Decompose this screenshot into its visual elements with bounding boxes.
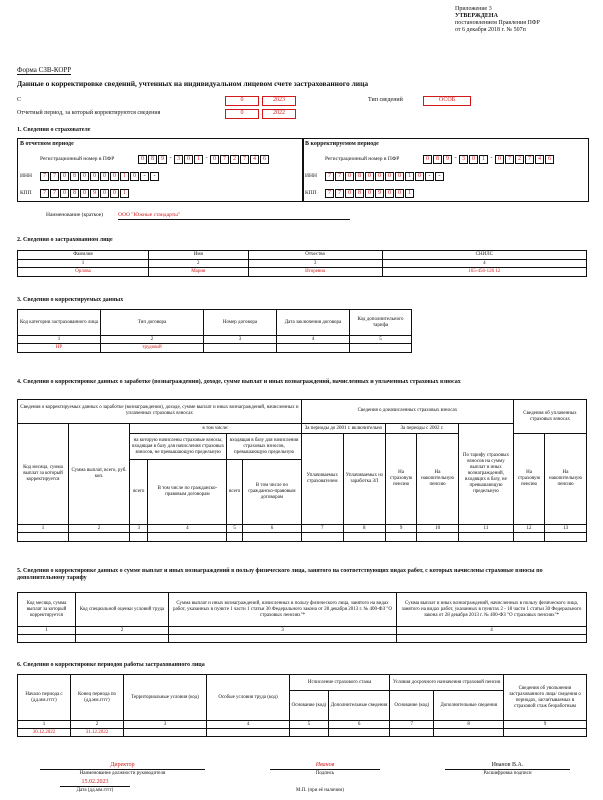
kpp-cells (40, 189, 130, 198)
digit-cell: 2 (515, 155, 524, 164)
col-header: всего (130, 460, 148, 525)
col-number: 5 (290, 721, 329, 729)
digit-cell: 7 (505, 155, 514, 164)
section2-title: 2. Сведения о застрахованном лице (17, 237, 113, 243)
col-header: Отчество (248, 251, 382, 260)
digit-cell: 8 (355, 172, 364, 181)
digit-cell: 7 (335, 189, 344, 198)
col-header: На страховую пенсию (386, 434, 417, 524)
digit-cell: 7 (335, 172, 344, 181)
appendix-approved: УТВЕРЖДЕНА (455, 13, 498, 19)
col-header: Фамилия (18, 251, 149, 260)
col-header: Территориальные условия (код) (124, 675, 207, 721)
digit-cell: - (435, 172, 444, 181)
digit-cell: - (140, 172, 149, 181)
col-number: 6 (328, 721, 389, 729)
col-number: 8 (343, 524, 385, 533)
surname-value: Орлова (18, 268, 149, 277)
col-header: Сумма выплат и иных вознаграждений, начисленных в пользу физического лица, занятого на видах работ, указанных в пунктах 2 - 18 части 1 статьи 30 Федерального закона от 28 декабря 2013 г. № 400-ФЗ "О страховых пенсиях"* (397, 593, 587, 627)
col-number: 3 (204, 336, 277, 344)
col-header: Конец периода по (дд.мм.гггг) (71, 675, 124, 721)
col-number: 3 (248, 260, 382, 268)
col-header: Код месяца, сумма выплат за который корректируется (18, 593, 76, 627)
col-header: Исчисление страхового стажа (290, 675, 390, 691)
digit-cell: 8 (148, 155, 157, 164)
digit-cell: 1 (405, 172, 414, 181)
reg-number-cells (138, 155, 270, 164)
col-number: 6 (243, 524, 302, 533)
col-header: Дополнительные сведения (328, 691, 389, 721)
appendix-line: от 6 декабря 2018 г. № 507п (455, 27, 526, 33)
digit-cell: - (150, 172, 159, 181)
col-number: 2 (69, 524, 130, 533)
digit-cell: - (425, 172, 434, 181)
col-header: Код дополнительного тарифа (350, 310, 412, 336)
earnings-table (17, 399, 587, 542)
appendix-line: Приложение 3 (455, 6, 492, 12)
head-position-value: Директор (40, 762, 205, 770)
from-label: С (17, 97, 22, 103)
digit-cell: 7 (40, 189, 49, 198)
col-header: Тип договора (101, 310, 204, 336)
name-value: Мария (148, 268, 248, 277)
digit-cell: 6 (260, 155, 269, 164)
short-name-label: Наименование (краткое) (46, 212, 104, 218)
col-number: 2 (101, 336, 204, 344)
insurer-current-box (17, 138, 304, 202)
col-number: 9 (386, 524, 417, 533)
digit-cell: 7 (325, 189, 334, 198)
col-number: 1 (18, 336, 101, 344)
col-number: 1 (18, 721, 71, 729)
reg-label: Регистрационный номер в ПФР (325, 156, 400, 162)
digit-cell: 0 (395, 189, 404, 198)
digit-cell: 4 (535, 155, 544, 164)
signature-label: Подпись (315, 771, 335, 776)
col-header: Сведения об увольнении застрахованного лица/ сведения о периодах, засчитываемых в страховой стаж безработным (504, 675, 587, 721)
current-head: В отчетном периоде (20, 141, 74, 147)
digit-cell: 0 (130, 172, 139, 181)
digit-cell: 7 (50, 189, 59, 198)
digit-cell: 0 (80, 189, 89, 198)
col-header: Имя (148, 251, 248, 260)
col-number: 3 (130, 524, 148, 533)
col-number: 4 (382, 260, 586, 268)
col-header: входящая в базу для начисления страховых взносов, превышающую предельную (227, 434, 302, 460)
col-header: По тарифу страховых взносов на сумму выплат и иных вознаграждений, входящих в базу, не превышающую предельную (458, 423, 513, 524)
head-position-label: Наименование должности руководителя (79, 771, 166, 776)
digit-cell: 1 (120, 172, 129, 181)
kpp-cells (325, 189, 415, 198)
col-number: 4 (207, 721, 290, 729)
col-header: Особые условия труда (код) (207, 675, 290, 721)
digit-cell: 0 (365, 172, 374, 181)
contract-date-value (277, 344, 350, 353)
reg-number-cells (423, 155, 555, 164)
section3-title: 3. Сведения о корректируемых данных (17, 297, 124, 303)
digit-cell: 1 (120, 189, 129, 198)
appendix-block (455, 6, 540, 34)
digit-cell: 0 (184, 155, 193, 164)
digit-cell: 0 (80, 172, 89, 181)
col-header: За периоды до 2001 г. включительно (301, 423, 385, 434)
full-name-value: Иванов В.А. (445, 762, 570, 770)
from-quarter: 0 (225, 96, 259, 106)
digit-cell: 0 (110, 172, 119, 181)
col-header: Уплачиваемых страхователем (301, 434, 343, 524)
contract-number-value (204, 344, 277, 353)
col-header: на которую начислены страховые взносы, входящая в базу для начисления страховых взносов, не превышающую предельную (130, 434, 227, 460)
digit-cell: 4 (250, 155, 259, 164)
group-header: Сведения о корректируемых данных о заработке (вознаграждении), доходе, сумме выплат и иных вознаграждений, начисленных и уплаченных страховых взносах (18, 400, 302, 424)
col-number: 8 (434, 721, 504, 729)
digit-cell: 8 (70, 172, 79, 181)
corr-year: 2022 (262, 109, 296, 119)
digit-cell: 3 (459, 155, 468, 164)
digit-cell: 9 (90, 189, 99, 198)
form-code: Форма СЗВ-КОРР (17, 66, 72, 74)
col-number: 3 (169, 627, 397, 635)
section5-title: 5. Сведения о корректировке данных о сумме выплат и иных вознаграждений в пользу физического лица, занятого на соответствующих видах работ, с которых начислены страховые взносы по дополнительному тарифу (17, 568, 543, 581)
col-number: 2 (76, 627, 169, 635)
digit-cell: 0 (90, 172, 99, 181)
digit-cell: 0 (375, 172, 384, 181)
corr-quarter: 0 (225, 109, 259, 119)
digit-cell: 7 (325, 172, 334, 181)
col-number: 5 (227, 524, 243, 533)
additional-tariff-table (17, 592, 587, 643)
sign-date-value: 15.02.2023 (60, 779, 130, 787)
kpp-label: КПП (20, 190, 32, 196)
col-header: На накопительную пенсию (417, 434, 459, 524)
reg-label: Регистрационный номер в ПФР (40, 156, 115, 162)
section4-title: 4. Сведения о корректировке данных о заработке (вознаграждении), доходе, сумме выплат и иных вознаграждений, начисленных и уплаченных страховых взносах (17, 379, 461, 385)
col-header: Дополнительные сведения (434, 691, 504, 721)
tariff-code-value (350, 344, 412, 353)
digit-cell: - (169, 155, 172, 161)
group-header: Сведения об уплаченных страховых взносах (513, 400, 586, 434)
col-number: 10 (417, 524, 459, 533)
col-number: 5 (350, 336, 412, 344)
col-header: Код категории застрахованного лица (18, 310, 101, 336)
contract-type-value: трудовой (101, 344, 204, 353)
type-value: ОСОБ (423, 96, 471, 106)
digit-cell: 0 (60, 189, 69, 198)
col-number: 11 (458, 524, 513, 533)
inn-label: ИНН (20, 173, 32, 179)
corrected-data-table (17, 309, 412, 353)
digit-cell: - (454, 155, 457, 161)
digit-cell: 0 (415, 172, 424, 181)
col-header: Код месяца, сумма выплат за который корректируется (18, 423, 69, 524)
col-number: 13 (545, 524, 587, 533)
section1-title: 1. Сведения о страхователе (17, 127, 91, 133)
inn-label: ИНН (305, 173, 317, 179)
category-code-value: НР (18, 344, 101, 353)
group-header: Сведения о доначисленных страховых взносах (301, 400, 513, 424)
col-header: в том числе: (130, 423, 302, 434)
col-header: В том числе по гражданско-правовым договорам (148, 460, 227, 525)
digit-cell: 0 (138, 155, 147, 164)
col-number: 2 (148, 260, 248, 268)
digit-cell: 0 (60, 172, 69, 181)
digit-cell: 7 (240, 155, 249, 164)
digit-cell: 0 (100, 172, 109, 181)
digit-cell: 1 (405, 189, 414, 198)
col-header: Код специальной оценки условий труда (76, 593, 169, 627)
digit-cell: 9 (158, 155, 167, 164)
short-name-value: ООО "Южные стандарты" (118, 212, 350, 220)
signature-value: Иванов (270, 762, 380, 770)
digit-cell: 9 (375, 189, 384, 198)
digit-cell: 1 (479, 155, 488, 164)
digit-cell: 8 (70, 189, 79, 198)
col-header: За периоды с 2002 г. (386, 423, 459, 434)
digit-cell: 8 (355, 189, 364, 198)
period-end-value: 31.12.2022 (71, 729, 124, 737)
digit-cell: 0 (495, 155, 504, 164)
digit-cell: 9 (443, 155, 452, 164)
digit-cell: 7 (525, 155, 534, 164)
digit-cell: 7 (220, 155, 229, 164)
col-header: всего (227, 460, 243, 525)
digit-cell: 0 (210, 155, 219, 164)
digit-cell: 0 (345, 189, 354, 198)
digit-cell: 8 (433, 155, 442, 164)
digit-cell: 0 (100, 189, 109, 198)
digit-cell: 0 (345, 172, 354, 181)
form-title: Данные о корректировке сведений, учтенных на индивидуальном лицевом счете застрахованного лица (17, 79, 369, 88)
col-header: На страховую пенсию (513, 434, 544, 524)
digit-cell: 0 (385, 172, 394, 181)
col-header: Основание (код) (390, 691, 434, 721)
section6-title: 6. Сведения о корректировке периодов работы застрахованного лица (17, 662, 205, 668)
col-header: Сумма выплат и иных вознаграждений, начисленных в пользу физического лица, занятого на видах работ, указанных в пункте 1 части 1 статьи 30 Федерального закона от 28 декабря 2013 г. № 400-ФЗ "О страховых пенсиях"* (169, 593, 397, 627)
inn-cells (40, 172, 160, 181)
digit-cell: - (205, 155, 208, 161)
work-periods-table (17, 674, 587, 737)
digit-cell: 3 (174, 155, 183, 164)
col-number: 3 (124, 721, 207, 729)
col-number: 4 (397, 627, 587, 635)
sign-date-label: Дата (дд.мм.гггг) (76, 788, 114, 793)
type-label: Тип сведений (368, 97, 403, 103)
from-year: 2023 (262, 96, 296, 106)
digit-cell: 0 (365, 189, 374, 198)
col-header: В том числе по гражданско-правовым договорам (243, 460, 302, 525)
digit-cell: 0 (423, 155, 432, 164)
insurer-corrected-box (302, 138, 589, 202)
stamp-label: М.П. (при её наличии) (296, 788, 344, 793)
appendix-line: постановлением Правления ПФР (455, 20, 540, 26)
digit-cell: 0 (110, 189, 119, 198)
digit-cell: 2 (230, 155, 239, 164)
corr-period-label: Отчетный период, за который корректируются сведения (17, 110, 161, 116)
insured-person-table (17, 250, 587, 277)
digit-cell: 7 (40, 172, 49, 181)
col-header: Номер договора (204, 310, 277, 336)
kpp-label: КПП (305, 190, 317, 196)
col-number: 1 (18, 627, 76, 635)
full-name-label: Расшифровка подписи (483, 771, 532, 776)
col-number: 1 (18, 260, 149, 268)
digit-cell: 1 (194, 155, 203, 164)
inn-cells (325, 172, 445, 181)
col-header: Сумма выплат, всего, руб. коп. (69, 423, 130, 524)
patronymic-value: Игоревна (248, 268, 382, 277)
col-header: Условия досрочного назначения страховой пенсии (390, 675, 504, 691)
digit-cell: 0 (469, 155, 478, 164)
col-number: 7 (390, 721, 434, 729)
digit-cell: - (490, 155, 493, 161)
col-header: Основание (код) (290, 691, 329, 721)
digit-cell: 6 (545, 155, 554, 164)
col-number: 12 (513, 524, 544, 533)
col-header: На накопительную пенсию (545, 434, 587, 524)
col-number: 4 (277, 336, 350, 344)
digit-cell: 0 (395, 172, 404, 181)
col-number: 2 (71, 721, 124, 729)
digit-cell: 0 (385, 189, 394, 198)
col-header: Начало периода с (дд.мм.гггг) (18, 675, 71, 721)
period-start-value: 30.12.2022 (18, 729, 71, 737)
col-header: СНИЛС (382, 251, 586, 260)
corrected-head: В корректируемом периоде (305, 141, 379, 147)
digit-cell: 7 (50, 172, 59, 181)
col-number: 4 (148, 524, 227, 533)
snils-value: 165-456-126 12 (382, 268, 586, 277)
col-number: 1 (18, 524, 69, 533)
col-header: Уплачиваемых из заработка ЗЛ (343, 434, 385, 524)
col-header: Дата заключения договора (277, 310, 350, 336)
col-number: 7 (301, 524, 343, 533)
col-number: 9 (504, 721, 587, 729)
